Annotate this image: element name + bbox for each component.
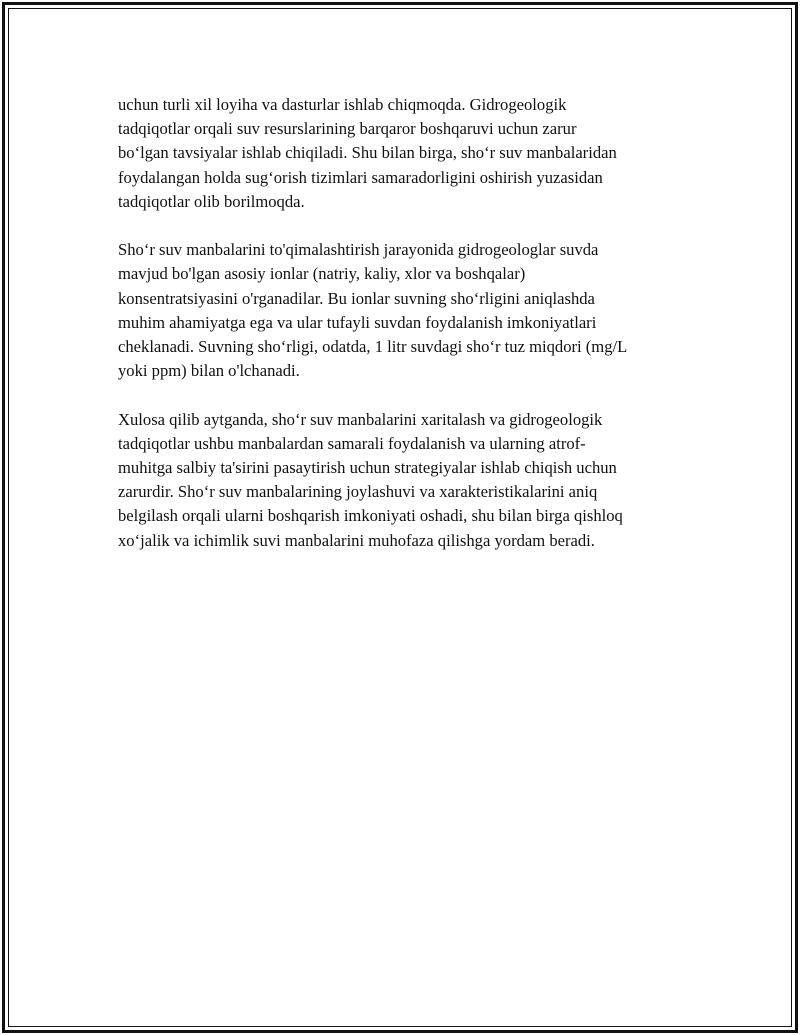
document-body [118,93,693,577]
paragraph-1: uchun turli xil loyiha va dasturlar ishlab chiqmoqda. Gidrogeologik tadqiqotlar orqali suv resurslarining barqaror boshqaruvi uchun zarur bo‘lgan tavsiyalar ishlab chiqiladi. Shu bilan birga, sho‘r suv manbalaridan foydalangan holda sug‘orish tizimlari samaradorligini oshirish yuzasidan tadqiqotlar olib borilmoqda. [118,95,617,211]
paragraph-3: Xulosa qilib aytganda, sho‘r suv manbalarini xaritalash va gidrogeologik tadqiqotlar ushbu manbalardan samarali foydalanish va ularning atrof- muhitga salbiy ta'sirini pasaytirish uchun strategiyalar ishlab chiqish uchun zarurdir. Sho‘r suv manbalarining joylashuvi va xarakteristikalarini aniq belgilash orqali ularni boshqarish imkoniyati oshadi, shu bilan birga qishloq xo‘jalik va ichimlik suvi manbalarini muhofaza qilishga yordam beradi. [118,409,623,550]
paragraph-2: Sho‘r suv manbalarini to'qimalashtirish jarayonida gidrogeologlar suvda mavjud bo'lgan asosiy ionlar (natriy, kaliy, xlor va boshqalar) konsentratsiyasini o'rganadilar. Bu ionlar suvning sho‘rligini aniqlashda muhim ahamiyatga ega va ular tufayli suvdan foydalanish imkoniyatlari cheklanadi. Suvning sho‘rligi, odatda, 1 litr suvdagi sho‘r tuz miqdori (mg/L yoki ppm) bilan o'lchanadi. [118,240,628,381]
